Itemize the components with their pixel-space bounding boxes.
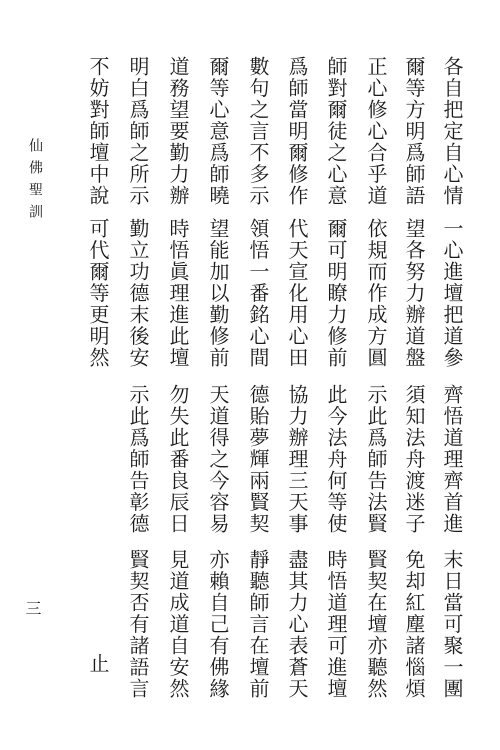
verse-1-lower: 齊悟道理齊首進 bbox=[440, 384, 464, 535]
verse-5-middle: 代天宣化用心田 bbox=[285, 218, 309, 369]
verse-8-tail: 見道成道自安然 bbox=[166, 549, 190, 700]
verse-8-lower: 勿失此番良辰日 bbox=[166, 384, 190, 535]
verse-10-upper: 不妨對師壇中說 bbox=[86, 56, 110, 207]
verse-7-lower: 天道得之今容易 bbox=[206, 384, 230, 535]
verse-9-upper: 明白爲師之所示 bbox=[126, 56, 150, 207]
verse-9-lower: 示此爲師告彰德 bbox=[126, 384, 150, 535]
verse-6-lower: 德貽夢輝兩賢契 bbox=[246, 384, 270, 535]
verse-10-tail: 止 bbox=[86, 653, 110, 675]
verse-4-upper: 師對爾徒之心意 bbox=[324, 56, 348, 207]
verse-1-middle: 一心進壇把道參 bbox=[440, 218, 464, 369]
verse-5-tail: 盡其力心表蒼天 bbox=[285, 549, 309, 700]
verse-7-tail: 亦賴自己有佛緣 bbox=[206, 549, 230, 700]
verse-4-lower: 此今法舟何等使 bbox=[324, 384, 348, 535]
verse-1-upper: 各自把定自心情 bbox=[440, 56, 464, 207]
verse-3-upper: 正心修心合乎道 bbox=[364, 56, 388, 207]
verse-3-lower: 示此爲師告法賢 bbox=[364, 384, 388, 535]
verse-7-upper: 爾等心意爲師曉 bbox=[206, 56, 230, 207]
verse-9-middle: 勤立功德末後安 bbox=[126, 218, 150, 369]
verse-6-tail: 靜聽師言在壇前 bbox=[246, 549, 270, 700]
page-header-title: 仙佛聖訓 bbox=[27, 138, 43, 226]
verse-7-middle: 望能加以勤修前 bbox=[206, 218, 230, 369]
verse-6-middle: 領悟一番銘心間 bbox=[246, 218, 270, 369]
verse-5-lower: 協力辦理三天事 bbox=[285, 384, 309, 535]
verse-3-middle: 依規而作成方圓 bbox=[364, 218, 388, 369]
verse-8-upper: 道務望要勤力辦 bbox=[166, 56, 190, 207]
verse-8-middle: 時悟眞理進此壇 bbox=[166, 218, 190, 369]
verse-2-lower: 須知法舟渡迷子 bbox=[402, 384, 426, 535]
verse-6-upper: 數句之言不多示 bbox=[246, 56, 270, 207]
verse-3-tail: 賢契在壇亦聽然 bbox=[364, 549, 388, 700]
verse-5-upper: 爲師當明爾修作 bbox=[285, 56, 309, 207]
verse-2-middle: 望各努力辦道盤 bbox=[402, 218, 426, 369]
verse-1-tail: 末日當可聚一團 bbox=[440, 549, 464, 700]
page-number: 三 bbox=[23, 600, 42, 618]
verse-2-tail: 免却紅塵諸惱煩 bbox=[402, 549, 426, 700]
verse-9-tail: 賢契否有諸語言 bbox=[126, 549, 150, 700]
verse-2-upper: 爾等方明爲師語 bbox=[402, 56, 426, 207]
verse-10-middle: 可代爾等更明然 bbox=[86, 218, 110, 369]
verse-4-tail: 時悟道理可進壇 bbox=[324, 549, 348, 700]
verse-4-middle: 爾可明瞭力修前 bbox=[324, 218, 348, 369]
